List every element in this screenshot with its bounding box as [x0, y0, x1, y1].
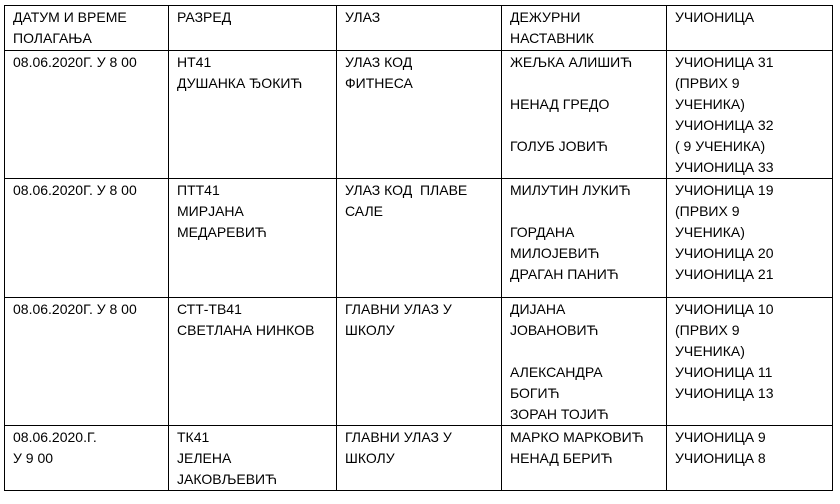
room-line: УЧИОНИЦА 13: [675, 385, 774, 401]
teacher-line: ЗОРАН ТОЈИЋ: [510, 406, 609, 422]
class-line: ЈАКОВЉЕВИЋ: [177, 471, 278, 487]
table-row: [5, 298, 833, 426]
date-line: 08.06.2020.Г.: [13, 429, 97, 445]
teacher-gap: [510, 341, 666, 362]
table-row: [5, 51, 833, 179]
header-room: [667, 6, 833, 51]
class-line: ЈЕЛЕНА: [177, 450, 232, 466]
date-cell: [5, 179, 169, 298]
entrance-cell: [337, 179, 502, 298]
teacher-line: МАРКО МАРКОВИЋ: [510, 429, 644, 445]
teacher-line: МИЛУТИН ЛУКИЋ: [510, 182, 631, 198]
class-line: ТК41: [177, 429, 210, 445]
teacher-line: ЖЕЉКА АЛИШИЋ: [510, 54, 633, 70]
teacher-line: ГОРДАНА: [510, 224, 575, 240]
teacher-line: НЕНАД ГРЕДО: [510, 96, 610, 112]
class-cell: [169, 179, 337, 298]
header-date-line: ПОЛАГАЊА: [13, 30, 92, 46]
class-cell: [169, 426, 337, 491]
table-row: [5, 426, 833, 491]
entrance-line: ФИТНЕСА: [345, 75, 413, 91]
room-line: УЧИОНИЦА 20: [675, 245, 774, 261]
entrance-line: УЛАЗ КОД ПЛАВЕ: [345, 182, 468, 198]
header-class: [169, 6, 337, 51]
table-row: [5, 179, 833, 298]
header-room-label: УЧИОНИЦА: [675, 9, 755, 25]
entrance-cell: [337, 51, 502, 179]
teacher-line: ЈОВАНОВИЋ: [510, 322, 599, 338]
header-entrance-label: УЛАЗ: [345, 9, 381, 25]
date-line: 08.06.2020Г. У 8 00: [13, 182, 137, 198]
header-teacher-line: НАСТАВНИК: [510, 30, 594, 46]
class-line: ДУШАНКА ЂОКИЋ: [177, 75, 303, 91]
room-line: УЧИОНИЦА 21: [675, 266, 774, 282]
room-cell: [667, 426, 833, 491]
room-line: (ПРВИХ 9: [675, 75, 740, 91]
class-cell: [169, 298, 337, 426]
class-line: МИРЈАНА: [177, 203, 244, 219]
header-teacher: [502, 6, 667, 51]
header-class-label: РАЗРЕД: [177, 9, 232, 25]
teacher-line: ДРАГАН ПАНИЋ: [510, 266, 619, 282]
room-line: УЧИОНИЦА 31: [675, 54, 774, 70]
room-cell: [667, 298, 833, 426]
room-line: УЧЕНИКА): [675, 224, 745, 240]
entrance-line: САЛЕ: [345, 203, 383, 219]
date-line: У 9 00: [13, 450, 54, 466]
room-line: УЧИОНИЦА 8: [675, 450, 766, 466]
entrance-line: ГЛАВНИ УЛАЗ У: [345, 301, 452, 317]
teacher-cell: [502, 179, 667, 298]
teacher-line: АЛЕКСАНДРА: [510, 364, 603, 380]
room-line: ( 9 УЧЕНИКА): [675, 138, 766, 154]
teacher-cell: [502, 51, 667, 179]
room-cell: [667, 51, 833, 179]
date-cell: [5, 51, 169, 179]
room-line: УЧИОНИЦА 33: [675, 159, 774, 175]
class-line: НТ41: [177, 54, 212, 70]
room-line: (ПРВИХ 9: [675, 322, 740, 338]
room-line: УЧИОНИЦА 19: [675, 182, 774, 198]
teacher-gap: [510, 73, 666, 94]
room-line: (ПРВИХ 9: [675, 203, 740, 219]
entrance-line: УЛАЗ КОД: [345, 54, 413, 70]
teacher-cell: [502, 426, 667, 491]
teacher-line: МИЛОЈЕВИЋ: [510, 245, 600, 261]
room-line: УЧЕНИКА): [675, 96, 745, 112]
teacher-line: ГОЛУБ ЈОВИЋ: [510, 138, 608, 154]
teacher-line: ДИЈАНА: [510, 301, 566, 317]
entrance-line: ШКОЛУ: [345, 450, 395, 466]
teacher-line: НЕНАД БЕРИЋ: [510, 450, 613, 466]
exam-schedule-table: [4, 5, 833, 491]
room-line: УЧИОНИЦА 9: [675, 429, 766, 445]
date-cell: [5, 298, 169, 426]
header-row: [5, 6, 833, 51]
header-entrance: [337, 6, 502, 51]
header-teacher-line: ДЕЖУРНИ: [510, 9, 581, 25]
class-cell: [169, 51, 337, 179]
room-cell: [667, 179, 833, 298]
room-line: УЧЕНИКА): [675, 343, 745, 359]
entrance-cell: [337, 426, 502, 491]
teacher-line: БОГИЋ: [510, 385, 560, 401]
header-date-line: ДАТУМ И ВРЕМЕ: [13, 9, 127, 25]
class-line: СВЕТЛАНА НИНКОВ: [177, 322, 315, 338]
date-cell: [5, 426, 169, 491]
header-date: [5, 6, 169, 51]
room-line: УЧИОНИЦА 11: [675, 364, 773, 380]
entrance-line: ШКОЛУ: [345, 322, 395, 338]
date-line: 08.06.2020Г. У 8 00: [13, 301, 137, 317]
class-line: СТТ-ТВ41: [177, 301, 242, 317]
teacher-gap: [510, 115, 666, 136]
entrance-cell: [337, 298, 502, 426]
teacher-gap: [510, 201, 666, 222]
class-line: МЕДАРЕВИЋ: [177, 224, 267, 240]
teacher-cell: [502, 298, 667, 426]
date-line: 08.06.2020Г. У 8 00: [13, 54, 137, 70]
entrance-line: ГЛАВНИ УЛАЗ У: [345, 429, 452, 445]
class-line: ПТТ41: [177, 182, 220, 198]
room-line: УЧИОНИЦА 32: [675, 117, 774, 133]
room-line: УЧИОНИЦА 10: [675, 301, 774, 317]
